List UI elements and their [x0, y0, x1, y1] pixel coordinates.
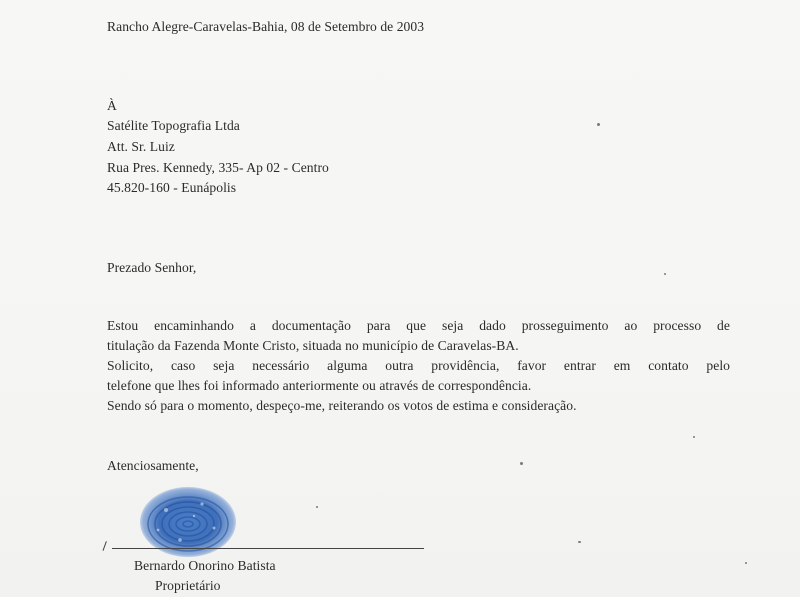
signer-name: Bernardo Onorino Batista [134, 558, 276, 573]
body-line-2: titulação da Fazenda Monte Cristo, situada no município de Caravelas-BA. [107, 338, 519, 353]
recipient-city: 45.820-160 - Eunápolis [107, 180, 237, 195]
place-date: Rancho Alegre-Caravelas-Bahia, 08 de Setembro de 2003 [107, 19, 425, 34]
recipient-street: Rua Pres. Kennedy, 335- Ap 02 - Centro [107, 160, 329, 175]
scan-speck [745, 562, 747, 564]
recipient-company: Satélite Topografia Ltda [107, 118, 240, 133]
signer-title: Proprietário [155, 578, 221, 593]
body-line-5: Sendo só para o momento, despeço-me, reiterando os votos de estima e consideração. [107, 398, 577, 413]
scan-speck [597, 123, 600, 126]
signature-mark [103, 541, 113, 553]
body-line-1: Estou encaminhando a documentação para que seja dado prosseguimento ao processo de [107, 318, 730, 333]
signature-line [112, 548, 424, 549]
salutation: Prezado Senhor, [107, 260, 197, 275]
scan-speck [520, 462, 523, 465]
body-line-4: telefone que lhes foi informado anteriormente ou através de correspondência. [107, 378, 532, 393]
scan-speck [316, 506, 318, 508]
recipient-attention: Att. Sr. Luiz [107, 139, 175, 154]
scan-speck [693, 436, 695, 438]
recipient-to: À [107, 98, 117, 113]
closing: Atenciosamente, [107, 458, 199, 473]
scan-speck [664, 273, 666, 275]
scan-speck [578, 541, 581, 543]
body-line-3: Solicito, caso seja necessário alguma outra providência, favor entrar em contato pelo [107, 358, 730, 373]
